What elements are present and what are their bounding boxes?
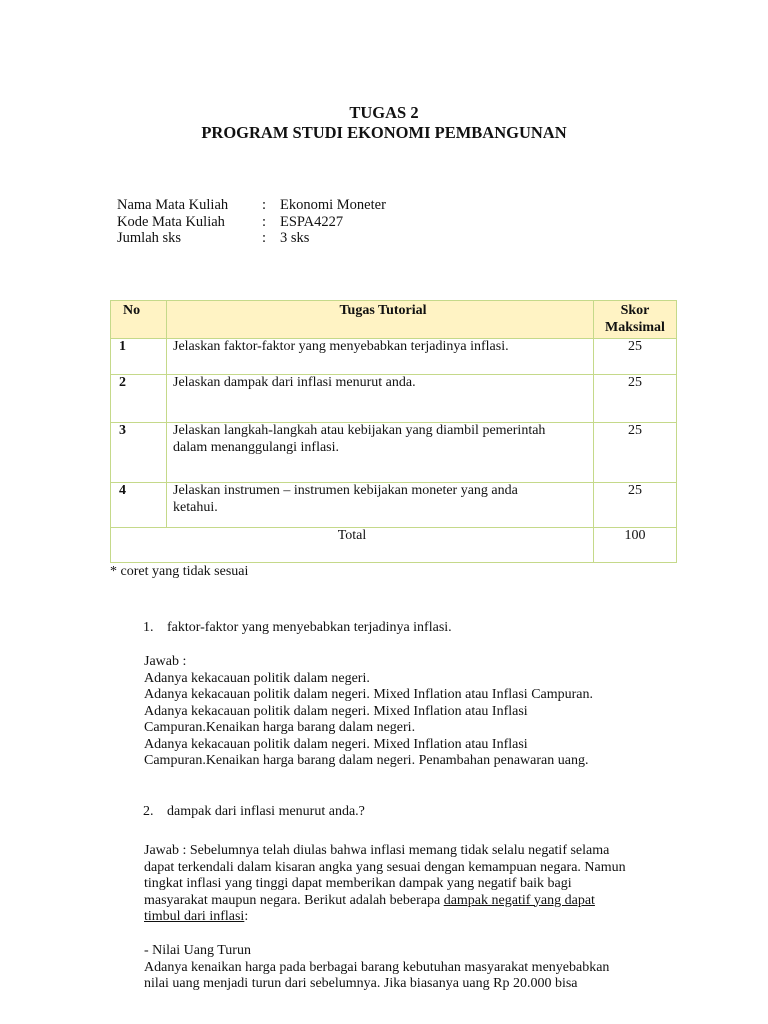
row-score: 25	[594, 375, 677, 423]
sks-label: Jumlah sks	[117, 230, 182, 246]
table-header-row	[111, 301, 677, 339]
row-no: 2	[111, 375, 167, 423]
course-name-value: Ekonomi Moneter	[280, 197, 386, 213]
row-score: 25	[594, 339, 677, 375]
underlined-text: dampak negatif yang dapat	[443, 892, 595, 908]
subsection-title: - Nilai Uang Turun	[144, 943, 251, 958]
answer-line	[144, 909, 684, 926]
row-task-line: Jelaskan instrumen – instrumen kebijakan moneter yang anda	[173, 483, 518, 498]
header-score	[594, 301, 677, 339]
answer-line	[144, 893, 684, 910]
answer-text: masyarakat maupun negara. Berikut adalah beberapa	[144, 892, 444, 908]
answer-line: tingkat inflasi yang tinggi dapat memberikan dampak yang negatif baik bagi	[144, 876, 572, 891]
question-1	[143, 620, 452, 636]
row-score: 25	[594, 483, 677, 528]
header-task: Tugas Tutorial	[167, 301, 594, 339]
answer-line: dapat terkendali dalam kisaran angka yang sesuai dengan kemampuan negara. Namun	[144, 859, 626, 875]
row-no: 1	[111, 339, 167, 375]
answer-line: Campuran.Kenaikan harga barang dalam negeri.	[144, 720, 416, 735]
answer-text: :	[244, 909, 249, 924]
question-2	[143, 804, 365, 820]
course-name-row	[117, 197, 386, 214]
separator: :	[262, 197, 267, 213]
header-no: No	[111, 301, 167, 339]
row-task	[167, 483, 594, 528]
row-task: Jelaskan dampak dari inflasi menurut anda.	[167, 375, 594, 423]
course-code-row	[117, 214, 386, 231]
course-name-label: Nama Mata Kuliah	[117, 197, 229, 213]
document-title: TUGAS 2	[349, 103, 419, 122]
table-row	[111, 339, 677, 375]
question-text: dampak dari inflasi menurut anda.?	[167, 804, 365, 819]
header-score-line2: Maksimal	[605, 320, 665, 335]
subsection-line: nilai uang menjadi turun dari sebelumnya. Jika biasanya uang Rp 20.000 bisa	[144, 976, 578, 991]
row-task-line: Jelaskan langkah-langkah atau kebijakan yang diambil pemerintah	[173, 423, 546, 438]
course-code-label: Kode Mata Kuliah	[117, 213, 225, 230]
answer-line: Adanya kekacauan politik dalam negeri.	[144, 670, 370, 686]
footnote: * coret yang tidak sesuai	[110, 564, 249, 579]
answer-label: Jawab :	[144, 654, 187, 669]
row-task: Jelaskan faktor-faktor yang menyebabkan terjadinya inflasi.	[167, 339, 594, 375]
question-number: 2.	[143, 804, 154, 819]
total-row	[111, 528, 677, 563]
table-row	[111, 375, 677, 423]
row-task-line: dalam menanggulangi inflasi.	[173, 439, 340, 455]
program-title: PROGRAM STUDI EKONOMI PEMBANGUNAN	[201, 123, 567, 142]
subsection-line: Adanya kenaikan harga pada berbagai barang kebutuhan masyarakat menyebabkan	[144, 959, 610, 975]
question-number: 1.	[143, 620, 154, 635]
answer-line: Jawab : Sebelumnya telah diulas bahwa inflasi memang tidak selalu negatif selama	[144, 843, 610, 858]
question-text: faktor-faktor yang menyebabkan terjadinya inflasi.	[167, 620, 452, 635]
course-info	[117, 197, 386, 247]
answer-line: Adanya kekacauan politik dalam negeri. Mixed Inflation atau Inflasi	[144, 736, 528, 752]
answer-line: Adanya kekacauan politik dalam negeri. Mixed Inflation atau Inflasi	[144, 703, 528, 719]
sks-row	[117, 230, 386, 247]
answer-line: Adanya kekacauan politik dalam negeri. Mixed Inflation atau Inflasi Campuran.	[144, 687, 594, 702]
task-table	[110, 300, 677, 563]
subsection-nilai-uang	[144, 943, 684, 993]
row-score: 25	[594, 423, 677, 483]
answer-1	[144, 654, 684, 770]
table-row	[111, 483, 677, 528]
total-value: 100	[594, 528, 677, 563]
separator: :	[262, 230, 267, 246]
sks-value: 3 sks	[280, 230, 310, 246]
header-score-line1: Skor	[620, 303, 650, 318]
table-row	[111, 423, 677, 483]
answer-line: Campuran.Kenaikan harga barang dalam negeri. Penambahan penawaran uang.	[144, 753, 589, 768]
row-no: 4	[111, 483, 167, 528]
answer-2	[144, 843, 684, 926]
row-task-line: ketahui.	[173, 499, 218, 515]
underlined-text: timbul dari inflasi	[144, 909, 245, 924]
separator: :	[262, 213, 267, 230]
row-task	[167, 423, 594, 483]
row-no: 3	[111, 423, 167, 483]
course-code-value: ESPA4227	[280, 213, 344, 230]
total-label: Total	[111, 528, 594, 563]
